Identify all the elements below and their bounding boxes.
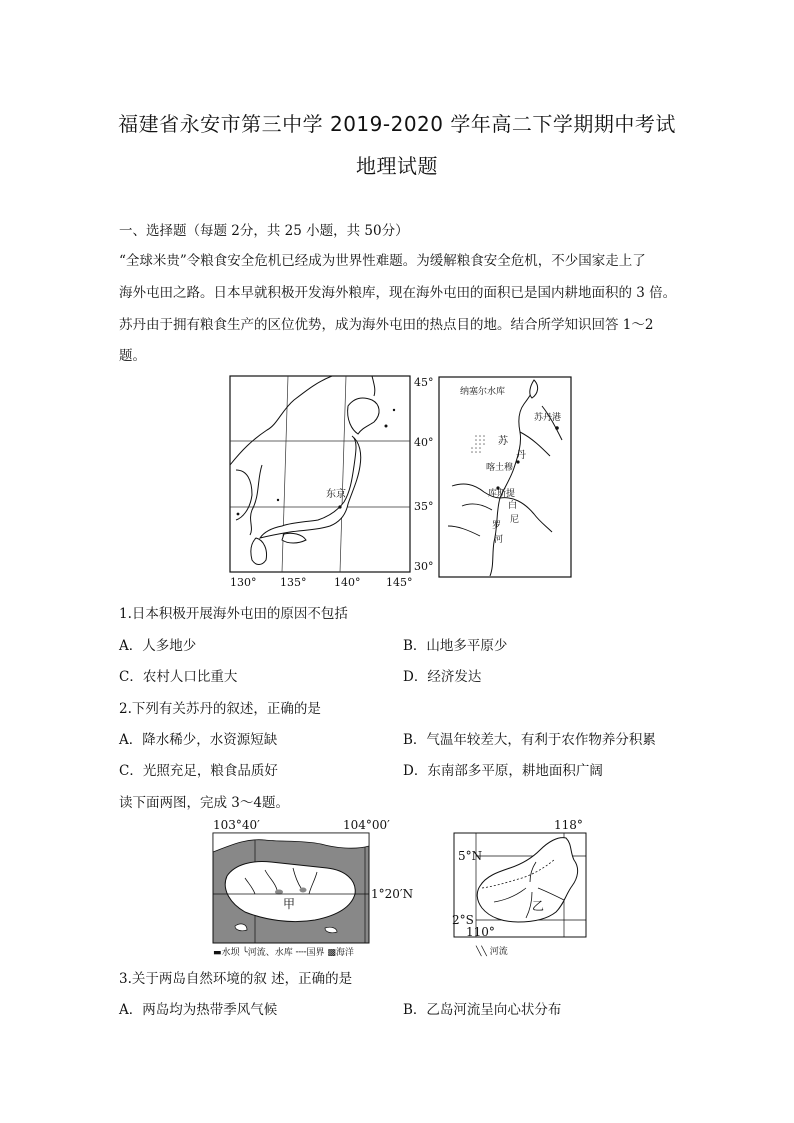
question-3-stem: 3.关于两岛自然环境的叙 述，正确的是 bbox=[119, 971, 353, 987]
river-label: 河 bbox=[494, 535, 504, 545]
q1-option-c[interactable]: C．农村人口比重大 bbox=[119, 669, 238, 685]
kosti-label: 库斯提 bbox=[488, 489, 516, 499]
lake-nasser-label: 纳塞尔水库 bbox=[460, 387, 506, 397]
nile-label: 尼 bbox=[510, 515, 520, 525]
borneo-lon-118: 118° bbox=[554, 818, 583, 832]
borneo-map bbox=[446, 816, 596, 960]
sudan-map bbox=[438, 376, 572, 578]
lon-label-135: 135° bbox=[280, 576, 307, 589]
sg-lat-label: 1°20′N bbox=[371, 887, 414, 901]
sudan-label-su: 苏 bbox=[498, 436, 508, 447]
q2-option-a[interactable]: A．降水稀少，水资源短缺 bbox=[119, 732, 278, 748]
read-instruction: 读下面两图，完成 3～4题。 bbox=[119, 795, 289, 811]
intro-line-1: “全球米贵”令粮食安全危机已经成为世界性难题。为缓解粮食安全危机，不少国家走上了 bbox=[119, 253, 646, 269]
question-2-stem: 2.下列有关苏丹的叙述，正确的是 bbox=[119, 701, 321, 717]
lat-label-30: 30° bbox=[414, 560, 434, 573]
lat-label-35: 35° bbox=[414, 500, 434, 513]
intro-line-3: 苏丹由于拥有粮食生产的区位优势，成为海外屯田的热点目的地。结合所学知识回答 1～2 bbox=[119, 317, 654, 333]
section-heading: 一、选择题（每题 2分，共 25 小题，共 50分） bbox=[119, 223, 409, 239]
island-yi-label: 乙 bbox=[532, 899, 545, 913]
q2-option-d[interactable]: D．东南部多平原，耕地面积广阔 bbox=[403, 763, 603, 779]
japan-map bbox=[222, 370, 440, 592]
intro-line-4: 题。 bbox=[119, 348, 146, 364]
q2-option-c[interactable]: C．光照充足，粮食品质好 bbox=[119, 763, 278, 779]
khartoum-label: 喀土穆 bbox=[486, 463, 514, 473]
q1-option-b[interactable]: B．山地多平原少 bbox=[403, 638, 508, 654]
page-subtitle: 地理试题 bbox=[356, 154, 438, 178]
lat-label-40: 40° bbox=[414, 436, 434, 449]
lat-label-45: 45° bbox=[414, 376, 434, 389]
tokyo-label: 东京 bbox=[326, 489, 346, 500]
lon-label-145: 145° bbox=[386, 576, 413, 589]
q2-option-b[interactable]: B．气温年较差大，有利于农作物养分积累 bbox=[403, 732, 656, 748]
q1-option-d[interactable]: D．经济发达 bbox=[403, 669, 482, 685]
borneo-legend: ╲╲ 河流 bbox=[476, 947, 508, 957]
borneo-lat-5n: 5°N bbox=[458, 849, 483, 863]
borneo-lon-110: 110° bbox=[466, 925, 495, 939]
sg-legend: ▬水坝 ╰河流、水库 ╌╌国界 ▩海洋 bbox=[213, 948, 354, 958]
question-1-stem: 1.日本积极开展海外屯田的原因不包括 bbox=[119, 606, 348, 622]
page-title: 福建省永安市第三中学 2019-2020 学年高二下学期期中考试 bbox=[118, 112, 676, 136]
intro-line-2: 海外屯田之路。日本早就积极开发海外粮库，现在海外屯田的面积已是国内耕地面积的 3 倍。 bbox=[119, 285, 677, 301]
luo-label: 罗 bbox=[492, 521, 502, 531]
sg-lon-label-1: 103°40′ bbox=[213, 818, 260, 832]
q1-option-a[interactable]: A．人多地少 bbox=[119, 638, 197, 654]
sg-lon-label-2: 104°00′ bbox=[343, 818, 390, 832]
q3-option-b[interactable]: B．乙岛河流呈向心状分布 bbox=[403, 1002, 562, 1018]
white-label: 白 bbox=[508, 501, 518, 511]
singapore-map bbox=[205, 816, 430, 960]
port-sudan-label: 苏丹港 bbox=[534, 413, 562, 423]
borneo-lat-2s: 2°S bbox=[452, 913, 474, 927]
q3-option-a[interactable]: A．两岛均为热带季风气候 bbox=[119, 1002, 278, 1018]
lon-label-140: 140° bbox=[334, 576, 361, 589]
sudan-label-dan: 丹 bbox=[516, 450, 526, 461]
island-jia-label: 甲 bbox=[283, 897, 296, 911]
lon-label-130: 130° bbox=[230, 576, 257, 589]
